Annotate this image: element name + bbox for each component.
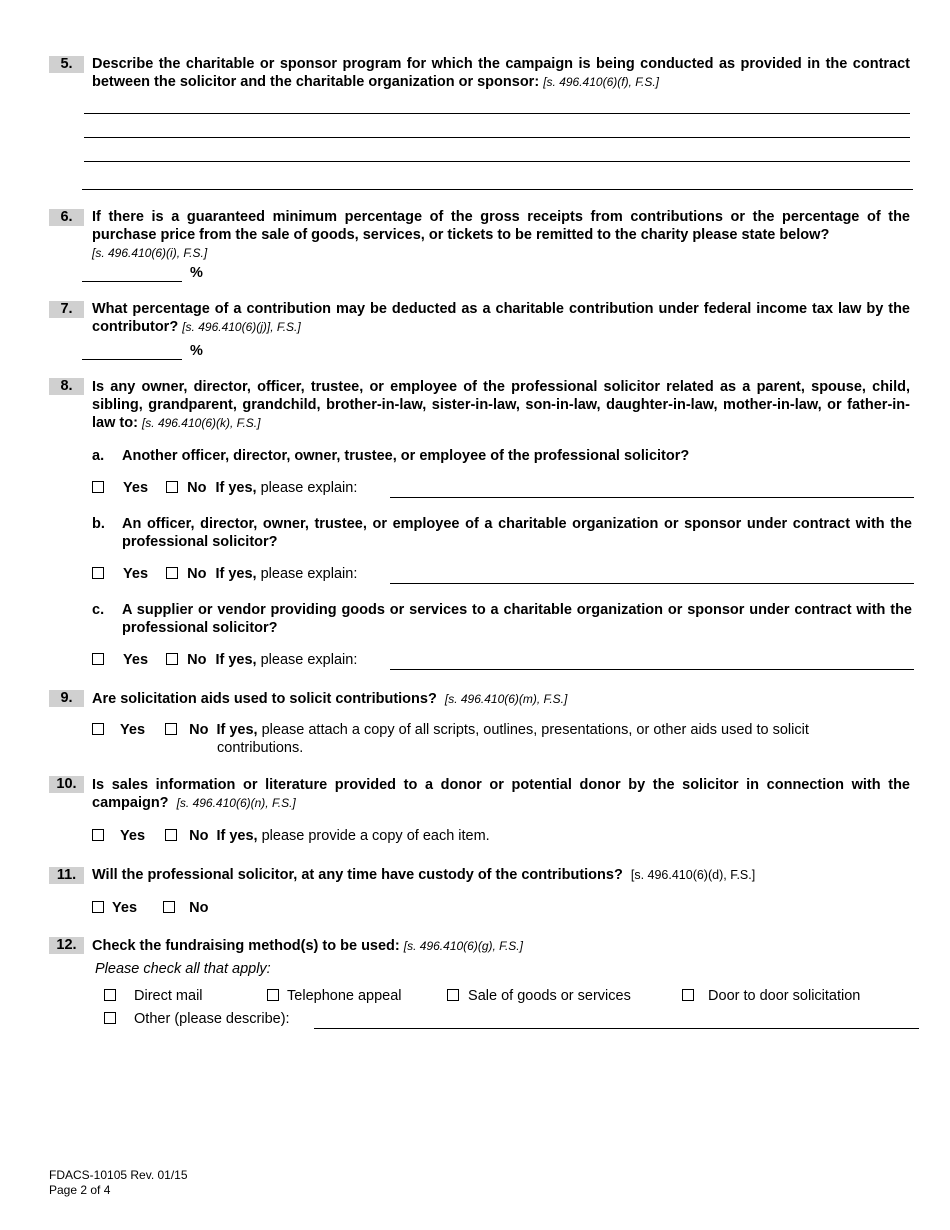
q8b-text: An officer, director, owner, trustee, or employee of a charitable organization or sponsor under contract with the professional solicitor?: [122, 516, 912, 550]
q9-yes-checkbox[interactable]: [92, 723, 104, 735]
q10-no-checkbox[interactable]: [165, 829, 177, 841]
q5-text: Describe the charitable or sponsor program for which the campaign is being conducted as provided in the contract between the solicitor and the charitable organization or sponsor:: [92, 56, 910, 90]
q12-option-other: [104, 1011, 290, 1027]
q10-citation: [s. 496.410(6)(n), F.S.]: [176, 796, 296, 810]
q8c-yes-label: Yes: [123, 652, 149, 668]
other-label: Other (please describe):: [134, 1011, 290, 1027]
q8b-letter: b.: [92, 516, 105, 532]
direct-mail-checkbox[interactable]: [104, 989, 116, 1001]
q8a-explain-input[interactable]: [390, 497, 914, 498]
q9-answer-row: [92, 722, 809, 738]
q8c-yes-checkbox[interactable]: [92, 653, 104, 665]
q9-if-yes-label: If yes,: [216, 722, 258, 738]
door-to-door-label: Door to door solicitation: [708, 988, 861, 1004]
q11-no-checkbox[interactable]: [163, 901, 175, 913]
q10-no-label: No: [189, 828, 209, 844]
q8a-text: Another officer, director, owner, trustee, or employee of the professional solicitor?: [122, 448, 690, 464]
q9-instruction: please attach a copy of all scripts, outlines, presentations, or other aids used to solicit: [261, 722, 809, 738]
q8b-explain-input[interactable]: [390, 583, 914, 584]
q8b-question: [92, 515, 912, 551]
q8c-no-checkbox[interactable]: [166, 653, 178, 665]
door-to-door-checkbox[interactable]: [682, 989, 694, 1001]
other-checkbox[interactable]: [104, 1012, 116, 1024]
q11-answer-row: [92, 900, 208, 916]
q5-answer-line-3[interactable]: [84, 161, 910, 162]
q5-citation: [s. 496.410(6)(f), F.S.]: [543, 75, 660, 89]
q7-question: [92, 300, 910, 336]
q8b-no-checkbox[interactable]: [166, 567, 178, 579]
q7-percent-sign: %: [190, 343, 203, 359]
q12-option-door-to-door: [682, 988, 860, 1004]
q5-answer-line-2[interactable]: [84, 137, 910, 138]
page-number: Page 2 of 4: [49, 1183, 111, 1197]
q10-text: Is sales information or literature provided to a donor or potential donor by the solicitor in connection with the campaign?: [92, 777, 910, 811]
q9-number: 9.: [49, 690, 84, 707]
q8c-text: A supplier or vendor providing goods or services to a charitable organization or sponsor under contract with the professional solicitor?: [122, 602, 912, 636]
q8b-if-yes-label: If yes,: [215, 566, 257, 582]
q8a-explain-label: please explain:: [260, 480, 358, 496]
q10-if-yes-label: If yes,: [216, 828, 258, 844]
q8b-explain-label: please explain:: [260, 566, 358, 582]
q10-question: [92, 776, 910, 812]
sale-of-goods-label: Sale of goods or services: [468, 988, 631, 1004]
q6-text: If there is a guaranteed minimum percentage of the gross receipts from contributions or the percentage of the purchase price from the sale of goods, services, or tickets to be remitted to the charity please state below?: [92, 209, 910, 243]
q8a-letter: a.: [92, 448, 105, 464]
q8c-letter: c.: [92, 602, 105, 618]
q7-citation: [s. 496.410(6)(j)], F.S.]: [182, 320, 301, 334]
q10-yes-label: Yes: [120, 828, 146, 844]
q8b-no-label: No: [187, 566, 207, 582]
q6-question: [92, 208, 910, 262]
q8b-yes-label: Yes: [123, 566, 149, 582]
q12-hint: Please check all that apply:: [95, 961, 271, 977]
q8a-if-yes-label: If yes,: [215, 480, 257, 496]
q12-option-telephone: [267, 988, 402, 1004]
q9-yes-label: Yes: [120, 722, 146, 738]
q7-text: What percentage of a contribution may be deducted as a charitable contribution under federal income tax law by the contributor?: [92, 301, 910, 335]
q12-citation: [s. 496.410(6)(g), F.S.]: [403, 939, 523, 953]
q8b-answer-row: [92, 566, 357, 582]
q6-number: 6.: [49, 209, 84, 226]
q6-percent-input[interactable]: [82, 281, 182, 282]
q8c-explain-label: please explain:: [260, 652, 358, 668]
q12-option-sale-goods: [447, 988, 631, 1004]
q12-number: 12.: [49, 937, 84, 954]
direct-mail-label: Direct mail: [134, 988, 203, 1004]
q8c-answer-row: [92, 652, 357, 668]
q5-answer-line-4[interactable]: [82, 189, 913, 190]
footer: [49, 1168, 188, 1198]
q11-yes-label: Yes: [112, 900, 138, 916]
q8-text: Is any owner, director, officer, trustee, or employee of the professional solicitor related as a parent, spouse, child, sibling, grandparent, grandchild, brother-in-law, sister-in-law, son-in-law, daughter-in-law, mother-in-law, or father-in-law to:: [92, 379, 910, 431]
q10-answer-row: [92, 828, 490, 844]
q8-question: [92, 378, 910, 432]
q8a-yes-label: Yes: [123, 480, 149, 496]
q8a-no-checkbox[interactable]: [166, 481, 178, 493]
q5-answer-line-1[interactable]: [84, 113, 910, 114]
telephone-appeal-checkbox[interactable]: [267, 989, 279, 1001]
q9-no-label: No: [189, 722, 209, 738]
q8c-question: [92, 601, 912, 637]
q6-percent-sign: %: [190, 265, 203, 281]
q9-text: Are solicitation aids used to solicit contributions?: [92, 691, 437, 707]
telephone-appeal-label: Telephone appeal: [287, 988, 402, 1004]
q10-yes-checkbox[interactable]: [92, 829, 104, 841]
q8a-yes-checkbox[interactable]: [92, 481, 104, 493]
q6-citation: [s. 496.410(6)(i), F.S.]: [92, 246, 208, 260]
q11-question: [92, 866, 910, 884]
q10-instruction: please provide a copy of each item.: [261, 828, 490, 844]
sale-of-goods-checkbox[interactable]: [447, 989, 459, 1001]
q8-number: 8.: [49, 378, 84, 395]
q8a-no-label: No: [187, 480, 207, 496]
q8a-answer-row: [92, 480, 357, 496]
q9-instruction-cont: contributions.: [217, 740, 304, 756]
q8c-explain-input[interactable]: [390, 669, 914, 670]
q7-number: 7.: [49, 301, 84, 318]
q11-text: Will the professional solicitor, at any time have custody of the contributions?: [92, 867, 623, 883]
q8c-no-label: No: [187, 652, 207, 668]
q11-yes-checkbox[interactable]: [92, 901, 104, 913]
q11-citation: [s. 496.410(6)(d), F.S.]: [630, 868, 756, 882]
q5-number: 5.: [49, 56, 84, 73]
q9-no-checkbox[interactable]: [165, 723, 177, 735]
q12-question: [92, 937, 910, 955]
q11-number: 11.: [49, 867, 84, 884]
q12-other-input[interactable]: [314, 1028, 919, 1029]
form-number: FDACS-10105 Rev. 01/15: [49, 1168, 188, 1182]
q8-citation: [s. 496.410(6)(k), F.S.]: [141, 416, 261, 430]
q8b-yes-checkbox[interactable]: [92, 567, 104, 579]
q9-question: [92, 690, 910, 708]
q8a-question: [92, 447, 912, 465]
q12-text: Check the fundraising method(s) to be used:: [92, 938, 400, 954]
q10-number: 10.: [49, 776, 84, 793]
q12-option-direct-mail: [104, 988, 203, 1004]
q5-question: [92, 55, 910, 91]
q9-citation: [s. 496.410(6)(m), F.S.]: [444, 692, 568, 706]
q7-percent-input[interactable]: [82, 359, 182, 360]
q8c-if-yes-label: If yes,: [215, 652, 257, 668]
q11-no-label: No: [189, 900, 209, 916]
